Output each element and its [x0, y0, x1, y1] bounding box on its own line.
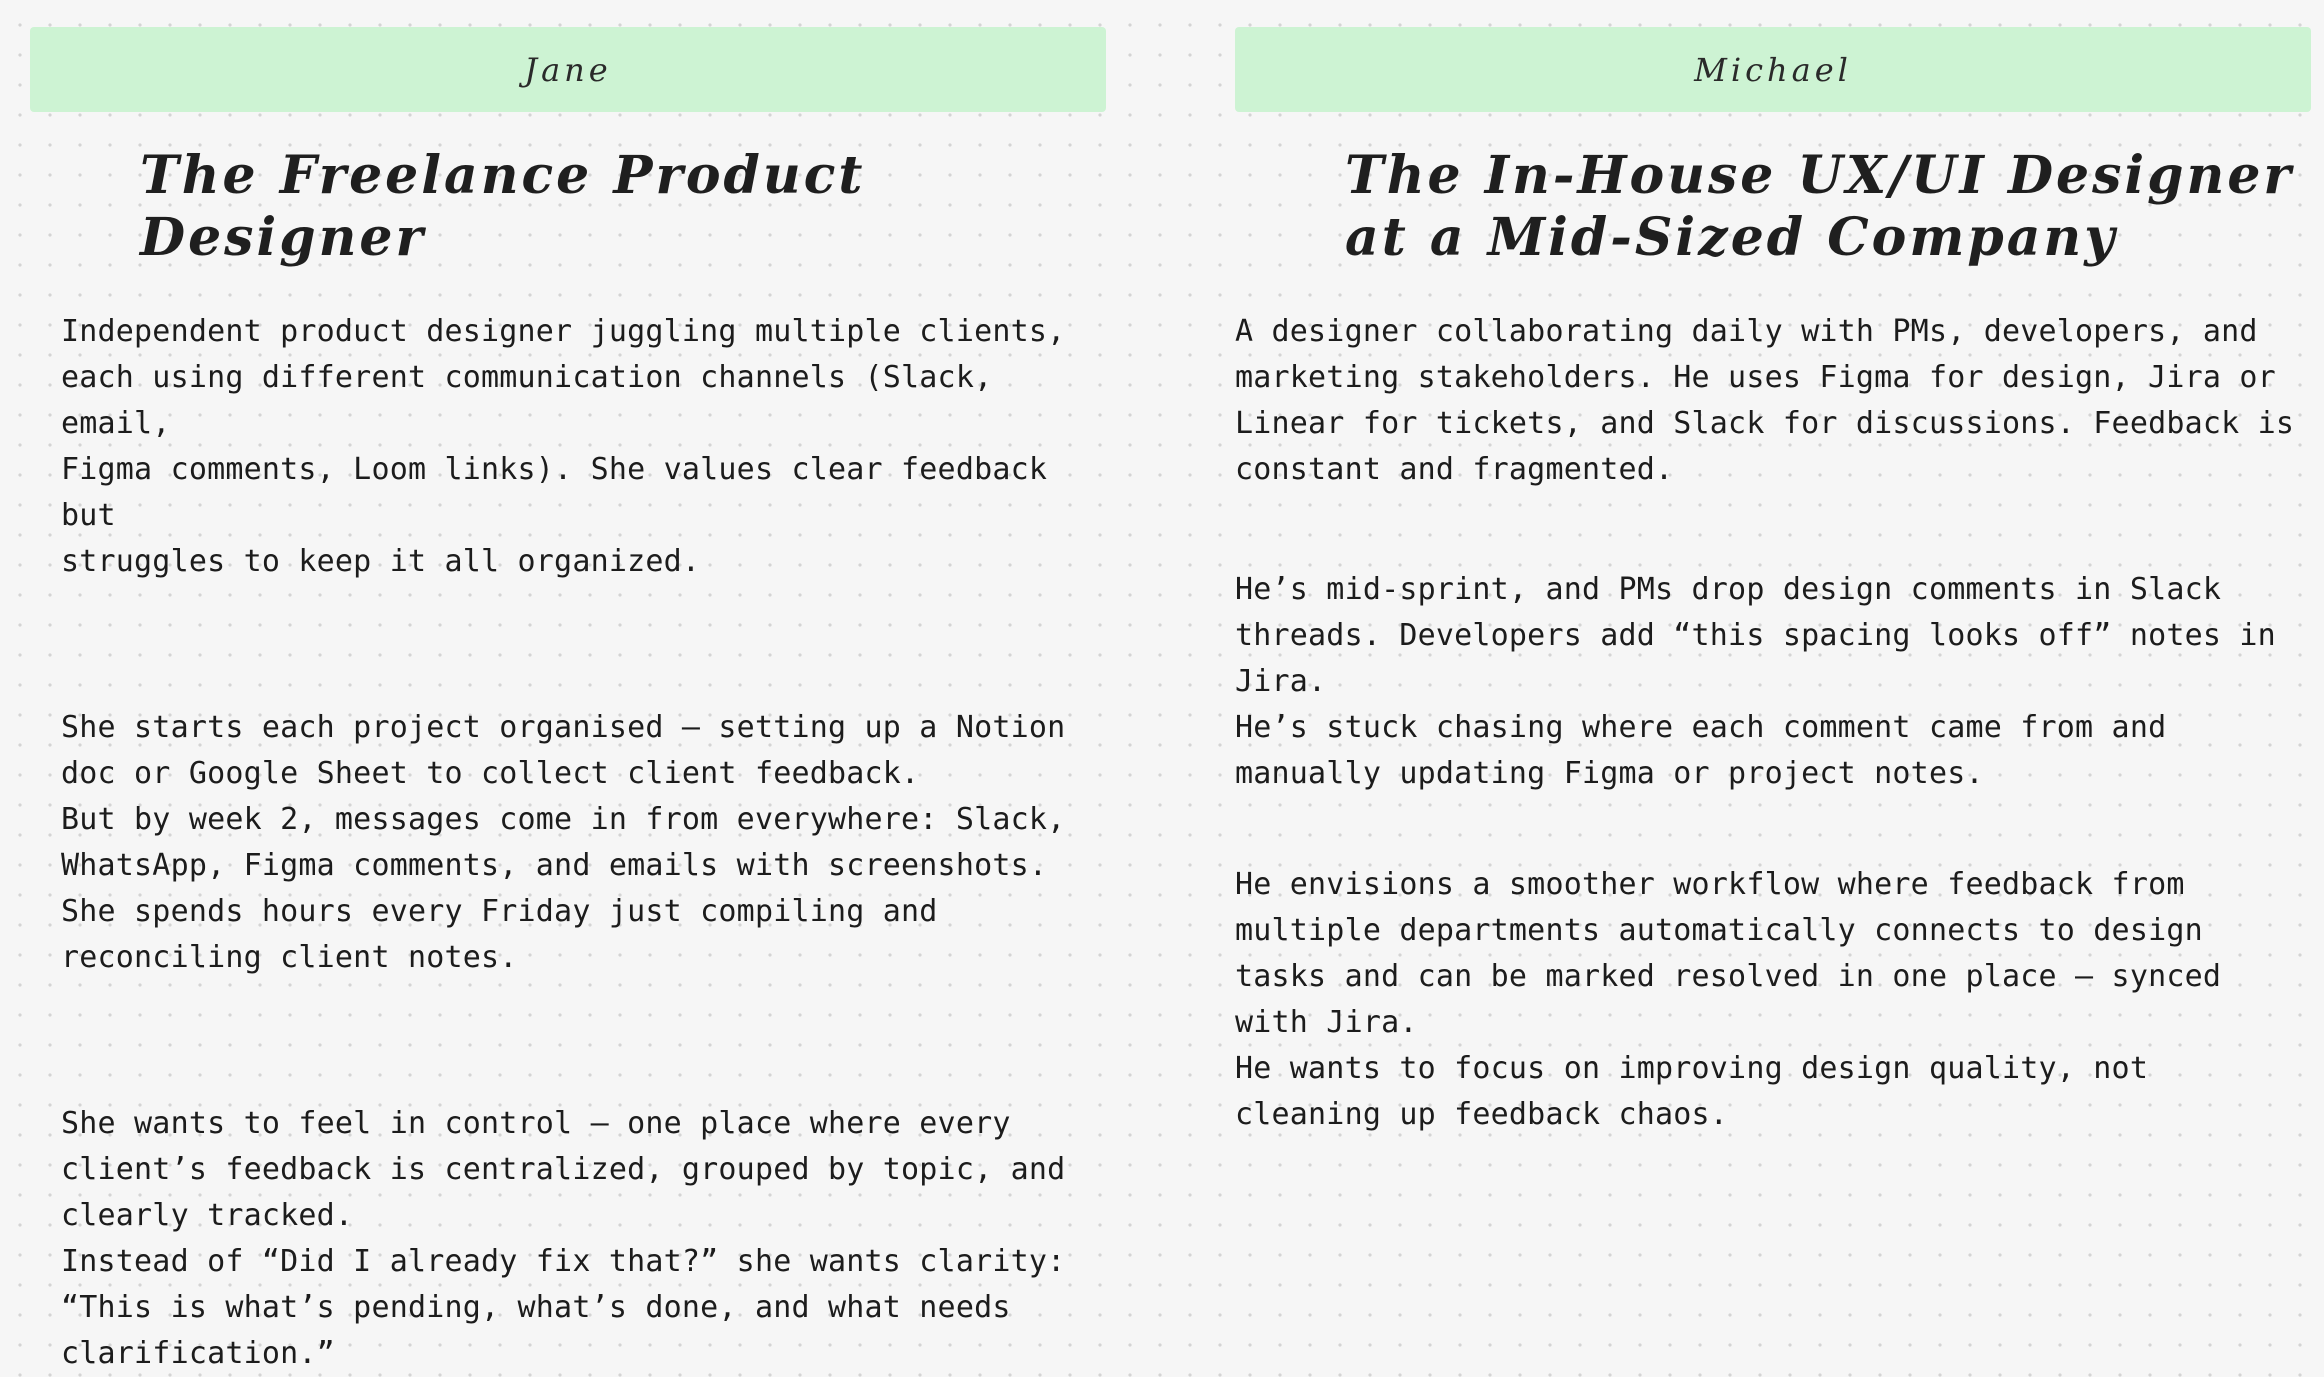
persona-goal: He envisions a smoother workflow where feedback from multiple departments automatically connects to design tasks and can be marked resolved in one place — synced with Jira. He wants to focus on improving design quality, not cleaning up feedback chaos.: [1235, 867, 2222, 1132]
persona-title: The Freelance Product Designer: [140, 145, 866, 268]
persona-card-michael: [1235, 27, 2311, 1138]
persona-name: Jane: [524, 50, 612, 89]
persona-name-banner: [1235, 27, 2311, 112]
persona-scenario: She starts each project organised — setting up a Notion doc or Google Sheet to collect client feedback. But by week 2, messages come in from everywhere: Slack, WhatsApp, Figma comments, and emails with screenshots. She spends hours every Friday just compiling and reconciling client notes.: [61, 710, 1066, 975]
persona-name: Michael: [1694, 50, 1852, 89]
persona-description: A designer collaborating daily with PMs, developers, and marketing stakeholders. He uses Figma for design, Jira or Linear for tickets, and Slack for discussions. Feedback is constant and fragmented.: [1235, 314, 2295, 487]
persona-name-banner: [30, 27, 1106, 112]
persona-card-jane: [30, 27, 1106, 1377]
persona-goal: She wants to feel in control — one place where every client’s feedback is centralized, grouped by topic, and clearly tracked. Instead of “Did I already fix that?” she wants clarity: “This is what’s pending, what’s done, and what needs clarification.”: [61, 1106, 1066, 1371]
persona-title: The In-House UX/UI Designer at a Mid-Sized Company: [1345, 145, 2294, 268]
persona-scenario: He’s mid-sprint, and PMs drop design comments in Slack threads. Developers add “this spacing looks off” notes in Jira. He’s stuck chasing where each comment came from and manually updating Figma or project notes.: [1235, 572, 2276, 791]
persona-description: Independent product designer juggling multiple clients, each using different communication channels (Slack, email, Figma comments, Loom links). She values clear feedback but struggles to keep it all organized.: [61, 314, 1066, 579]
